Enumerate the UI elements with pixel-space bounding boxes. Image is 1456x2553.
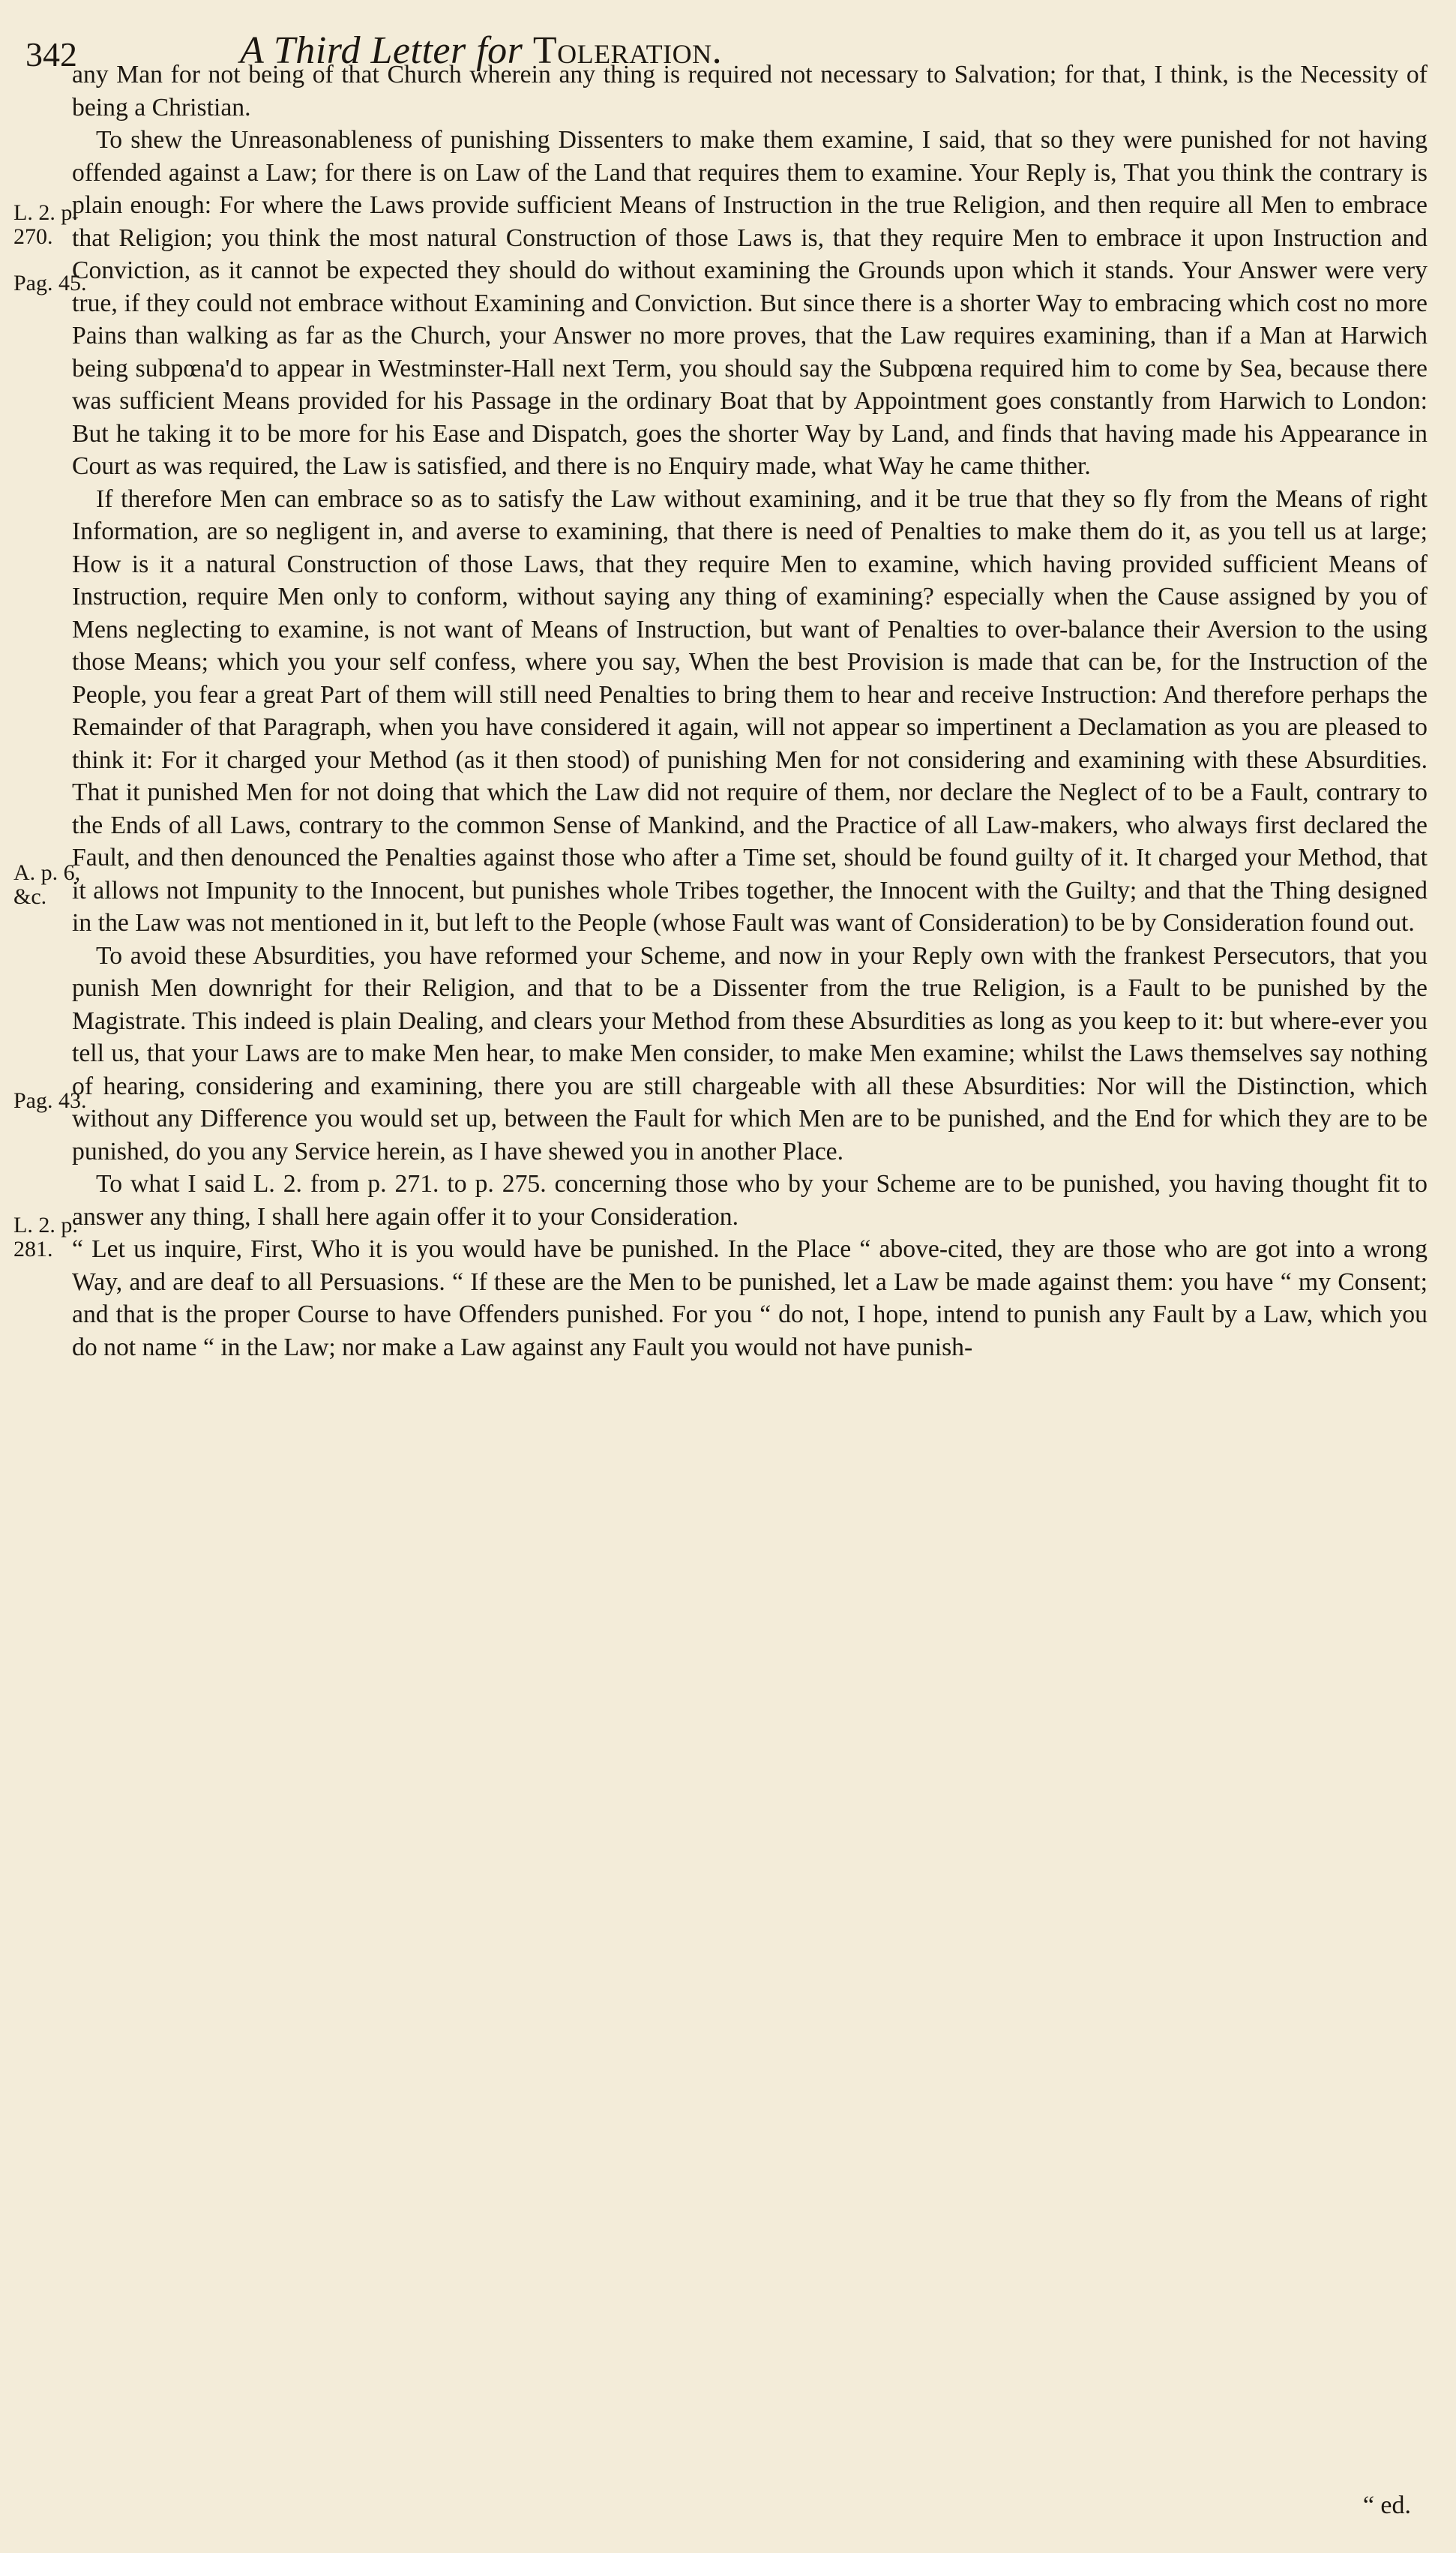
- paragraph: If therefore Men can embrace so as to satisfy the Law without examining, and it be true that they so fly from the Means of right Information, are so negligent in, and averse to examining, that there is need of Penalties to make them do it, as you tell us at large; How is it a natural Construction of those Laws, that they require Men to examine, which having provided sufficient Means of Instruction, require Men only to conform, without saying any thing of examining? especially when the Cause assigned by you of Mens neglecting to examine, is not want of Means of Instruction, but want of Penalties to over-balance their Aversion to the using those Means; which you your self confess, where you say, When the best Provision is made that can be, for the Instruction of the People, you fear a great Part of them will still need Penalties to bring them to hear and receive Instruction: And therefore perhaps the Remainder of that Paragraph, when you have considered it again, will not appear so impertinent a Declamation as you are pleased to think it: For it charged your Method (as it then stood) of punishing Men for not considering and examining with these Absurdities. That it punished Men for not doing that which the Law did not require of them, nor declare the Neglect of to be a Fault, contrary to the Ends of all Laws, contrary to the common Sense of Mankind, and the Practice of all Law-makers, who always first declared the Fault, and then denounced the Penalties against those who after a Time set, should be found guilty of it. It charged your Method, that it allows not Impunity to the Innocent, but punishes whole Tribes together, the Innocent with the Guilty; and that the Thing designed in the Law was not mentioned in it, but left to the People (whose Fault was want of Consideration) to be by Consideration found out.: [72, 484, 1428, 937]
- paragraph: To shew the Unreasonableness of punishing Dissenters to make them examine, I said, that so they were punished for not having offended against a Law; for there is on Law of the Land that requires them to examine. Your Reply is, That you think the contrary is plain enough: For where the Laws provide sufficient Means of Instruction in the true Religion, and then require all Men to embrace that Religion; you think the most natural Construction of those Laws is, that they require Men to embrace it upon Instruction and Conviction, as it cannot be expected they should do without examining the Grounds upon which it stands. Your Answer were very true, if they could not embrace without Examining and Conviction. But since there is a shorter Way to embracing which cost no more Pains than walking as far as the Church, your Answer no more proves, that the Law requires examining, than if a Man at Harwich being subpœna'd to appear in Westminster-Hall next Term, you should say the Subpœna required him to come by Sea, because there was sufficient Means provided for his Passage in the ordinary Boat that by Appointment goes constantly from Harwich to London: But he taking it to be more for his Ease and Dispatch, goes the shorter Way by Land, and finds that having made his Appearance in Court as was required, the Law is satisfied, and there is no Enquiry made, what Way he came thither.: [72, 126, 1428, 480]
- paragraph: To avoid these Absurdities, you have reformed your Scheme, and now in your Reply own with the frankest Persecutors, that you punish Men downright for their Religion, and that to be a Dissenter from the true Religion, is a Fault to be punished by the Magistrate. This indeed is plain Dealing, and clears your Method from these Absurdities as long as you keep to it: but where-ever you tell us, that your Laws are to make Men hear, to make Men consider, to make Men examine; whilst the Laws themselves say nothing of hearing, considering and examining, there you are still chargeable with all these Absurdities: Nor will the Distinction, which without any Difference you would set up, between the Fault for which Men are to be punished, and the End for which they are to be punished, do you any Service herein, as I have shewed you in another Place.: [72, 941, 1428, 1166]
- running-head-caps: Toleration.: [532, 29, 723, 72]
- margin-note: L. 2. p. 281.: [13, 1213, 78, 1262]
- running-head-title: A Third Letter for: [240, 29, 533, 72]
- paragraph: To what I said L. 2. from p. 271. to p. 275. concerning those who by your Scheme are to be punished, you having thought fit to answer any thing, I shall here again offer it to your Consideration.: [72, 1170, 1428, 1231]
- quotation: “ Let us inquire, First, Who it is you would have be punished. In the Place “ above-cited, they are those who are got into a wrong Way, and are deaf to all Persuasions. “ If these are the Men to be punished, let a Law be made against them: you have “ my Consent; and that is the proper Course to have Offenders punished. For you “ do not, I hope, intend to punish any Fault by a Law, which you do not name “ in the Law; nor make a Law against any Fault you would not have punish-: [72, 1235, 1428, 1361]
- margin-note: L. 2. p. 270.: [13, 200, 78, 249]
- paragraph: any Man for not being of that Church wherein any thing is required not necessary to Salvation; for that, I think, is the Necessity of being a Christian.: [72, 61, 1428, 122]
- catchword: “ ed.: [1362, 2492, 1411, 2519]
- margin-note: A. p. 6, &c.: [13, 860, 81, 909]
- margin-note: Pag. 45.: [13, 271, 87, 296]
- margin-note: Pag. 43.: [13, 1088, 87, 1113]
- page-number: 342: [25, 35, 77, 74]
- body-text: [72, 58, 1428, 1364]
